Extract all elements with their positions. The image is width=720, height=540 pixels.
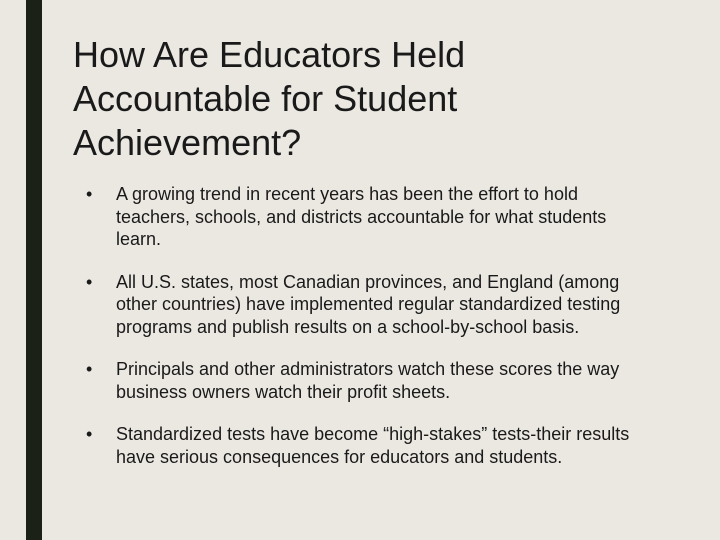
bullet-text: Standardized tests have become “high-stakes” tests-their results have serious consequences for educators and students.: [116, 424, 630, 467]
bullet-item: [86, 183, 646, 251]
slide-title: How Are Educators Held Accountable for Student Achievement?: [73, 34, 466, 163]
bullet-item: [86, 271, 646, 339]
bullet-marker: •: [86, 359, 93, 379]
bullet-text: Principals and other administrators watch these scores the way business owners watch their profit sheets.: [116, 359, 620, 402]
bullet-item: [86, 423, 646, 468]
bullet-list: [86, 183, 646, 488]
bullet-text: All U.S. states, most Canadian provinces, and England (among other countries) have implemented regular standardized testing programs and publish results on a school-by-school basis.: [116, 271, 621, 337]
left-accent-bar: [26, 0, 42, 540]
bullet-text: A growing trend in recent years has been the effort to hold teachers, schools, and districts accountable for what students learn.: [116, 184, 607, 249]
bullet-marker: •: [86, 271, 93, 292]
bullet-marker: •: [86, 424, 93, 444]
bullet-item: [86, 358, 646, 403]
bullet-marker: •: [86, 184, 93, 204]
